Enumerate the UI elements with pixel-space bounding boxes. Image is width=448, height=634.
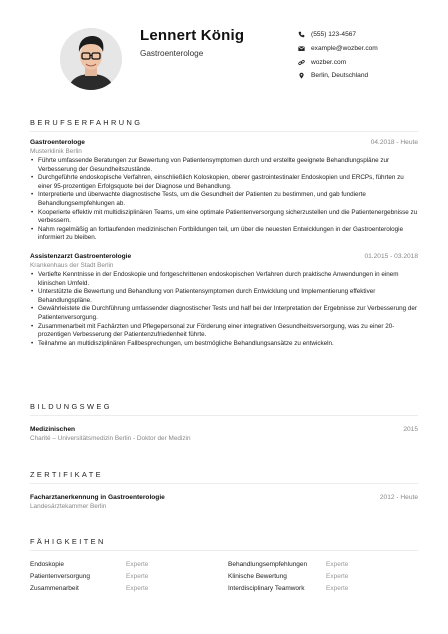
contact-phone [298,28,378,42]
bullet-item: • Vertiefte Kenntnisse in der Endoskopie und fortgeschrittenen endoskopischen Verfahren durch praktische Anwendungen in einem klinischen Umfeld. [38,271,418,288]
bullet-item: • Unterstützte die Bewertung und Behandlung von Patientensymptomen durch Entwicklung und Implementierung effektiver Behandlungspläne. [38,288,418,305]
entry-certificate: Facharztanerkennung in Gastroenterologie [30,494,165,501]
skills-grid [30,560,418,593]
contact-email[interactable] [298,42,378,56]
contact-list [298,28,378,83]
avatar [60,28,122,90]
contact-location-text: Berlin, Deutschland [311,72,369,80]
certificate-entry [30,493,418,511]
entry-date: 04.2018 - Heute [370,139,418,146]
phone-icon [298,31,305,38]
contact-phone-text: (555) 123-4567 [311,31,357,39]
education-entry [30,425,418,443]
entry-header [30,425,418,434]
entry-degree: Medizinischen [30,426,76,433]
entry-bullets [30,157,418,243]
entry-date: 01.2015 - 03.2018 [364,252,418,260]
section-title-education: BILDUNGSWEG [30,402,418,416]
profile-photo [60,28,122,90]
entry-date: 2015 [403,426,418,433]
section-title-skills: FÄHIGKEITEN [30,537,418,551]
skills-section [30,537,418,593]
entry-company: Musterklinik Berlin [30,148,82,155]
bullet-item: • Nahm regelmäßig an fortlaufenden medizinischen Fortbildungen teil, um über die neuesten Entwicklungen in der Gastroenterologie informiert zu bleiben. [38,226,418,243]
entry-header [30,493,418,502]
entry-header [30,138,418,147]
entry-bullets [30,271,418,348]
skill-name: Patientenversorgung [30,573,90,580]
skill-name: Endoskopie [30,561,64,568]
mail-icon [298,45,305,52]
skill-name: Behandlungsempfehlungen [228,561,308,568]
skill-level: Experte [126,573,149,580]
entry-date: 2012 - Heute [379,494,418,501]
entry-school: Charité – Universitätsmedizin Berlin - Doktor der Medizin [30,435,191,442]
education-section [30,402,418,443]
job-title: Gastroenterologe [140,49,204,58]
candidate-name: Lennert König [140,27,245,44]
entry-role: Gastroenterologe [30,139,85,146]
bullet-item: • Führte umfassende Beratungen zur Bewertung von Patientensymptomen durch und erstellte geeignete Behandlungspläne zur Verbesserung der Gesundheitszustände. [38,157,418,174]
bullet-item: • Teilnahme an multidisziplinären Fallbesprechungen, um bestmögliche Behandlungsansätze zu entwickeln. [38,340,418,349]
skill-level: Experte [326,585,349,592]
skill-level: Experte [126,561,149,568]
experience-section [30,118,418,348]
experience-entry [30,252,418,348]
bullet-item: • Zusammenarbeit mit Fachärzten und Pflegepersonal zur Förderung einer integrativen Gesundheitsversorgung, was zu einer 20-prozentigen Verbesserung der Patientenzufriedenheit führte. [38,323,418,340]
bullet-item: • Interpretierte und überwachte diagnostische Tests, um die Gesundheit der Patienten zu bestimmen, und gab fundierte Behandlungsempfehlungen ab. [38,191,418,208]
entry-company: Krankenhaus der Stadt Berlin [30,261,114,269]
skill-name: Zusammenarbeit [30,585,79,592]
location-icon [298,72,305,79]
section-title-experience: BERUFSERFAHRUNG [30,118,418,132]
link-icon [298,59,305,66]
entry-header [30,252,418,261]
bullet-item: • Durchgeführte endoskopische Verfahren, einschließlich Koloskopien, oberer gastrointestinaler Endoskopien und ERCPs, führten zu einer 95-prozentigen Erfolgsquote bei der Diagnose und Behandlung. [38,174,418,191]
contact-location [298,69,378,83]
contact-email-text: example@wozber.com [311,45,378,53]
section-title-certificates: ZERTIFIKATE [30,470,418,484]
certificates-section [30,470,418,511]
skill-name: Interdisciplinary Teamwork [228,585,305,592]
bullet-item: • Gewährleistete die Durchführung umfassender diagnostischer Tests und half bei der Interpretation der Ergebnisse zur Verbesserung der Patientenversorgung. [38,305,418,322]
bullet-item: • Kooperierte effektiv mit multidisziplinären Teams, um eine optimale Patientenversorgung sicherzustellen und die Patientenergebnisse zu verbessern. [38,209,418,226]
entry-role: Assistenzarzt Gastroenterologie [30,252,132,260]
contact-website[interactable] [298,55,378,69]
entry-issuer: Landesärztekammer Berlin [30,503,107,510]
skill-level: Experte [126,585,149,592]
skill-level: Experte [326,573,349,580]
skill-level: Experte [326,561,349,568]
experience-entry [30,138,418,243]
skill-name: Klinische Bewertung [228,573,287,580]
contact-website-text: wozber.com [311,58,347,66]
resume-header [30,0,418,118]
